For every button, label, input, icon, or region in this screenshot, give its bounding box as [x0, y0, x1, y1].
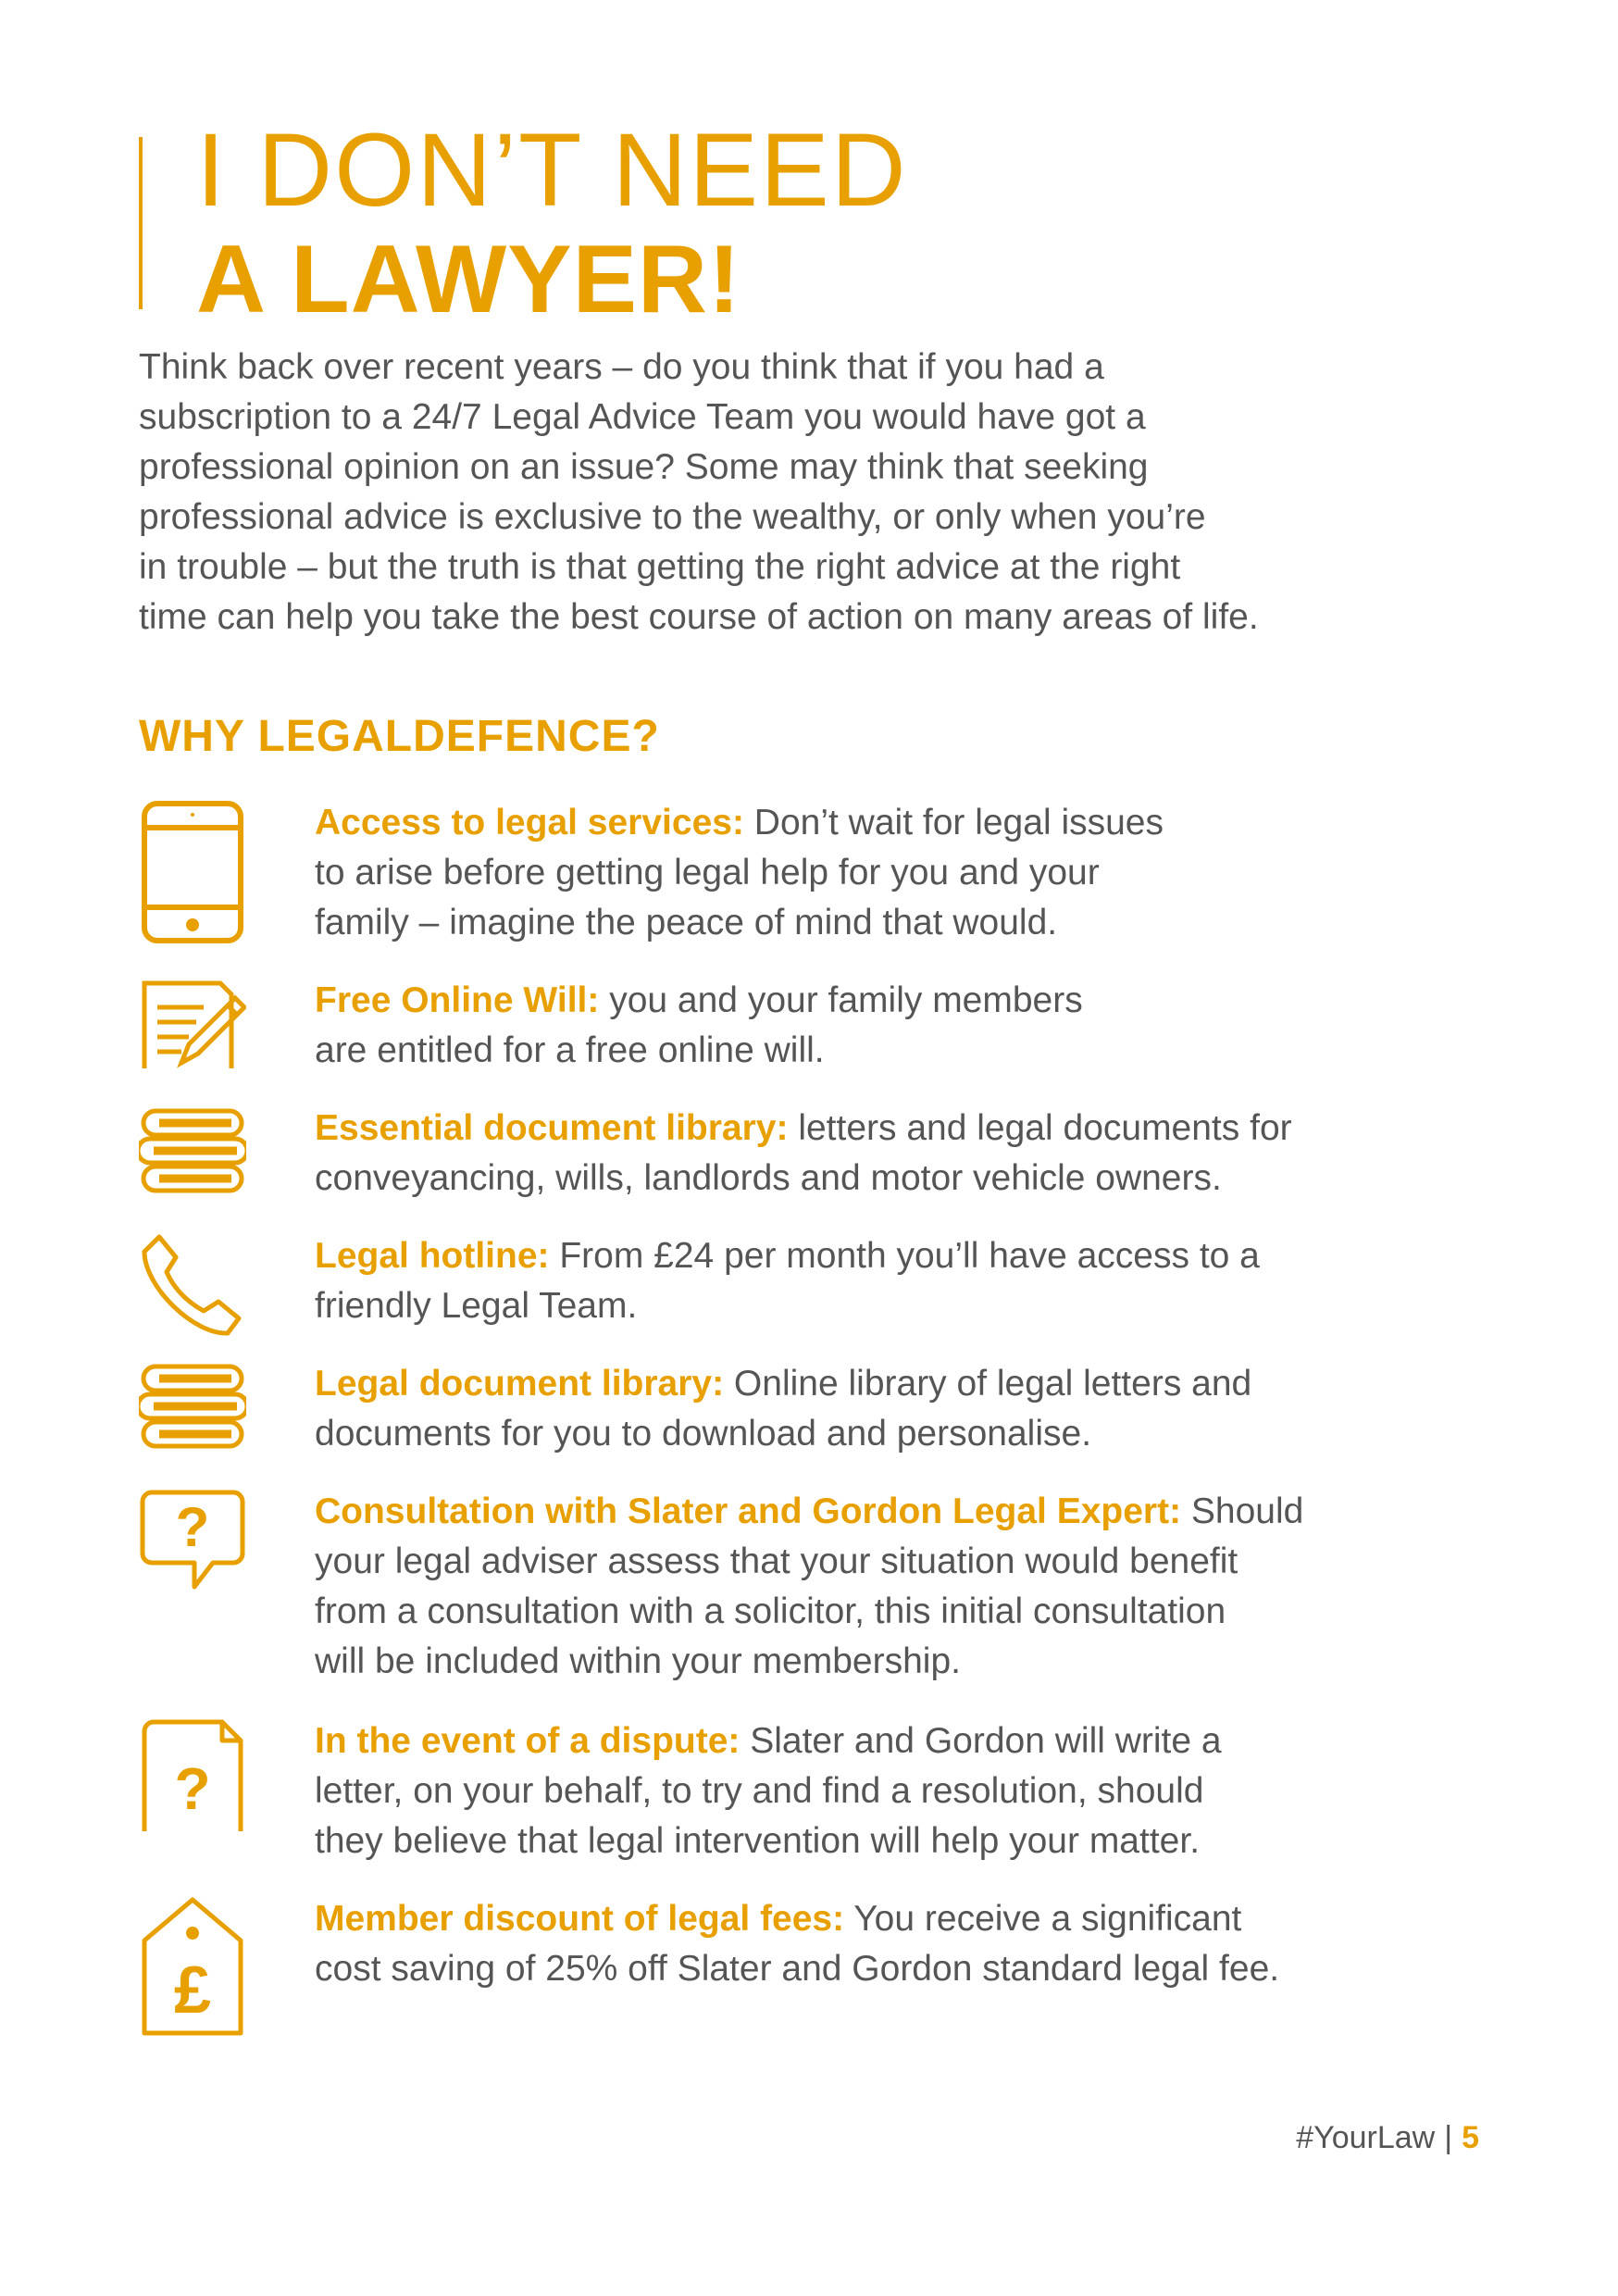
benefit-text: [315, 798, 1527, 948]
benefit-title: Access to legal services:: [315, 803, 744, 842]
will-document-pen-icon: [139, 976, 246, 1124]
svg-text:?: ?: [175, 1496, 210, 1558]
footer-hashtag: #YourLaw: [1296, 2120, 1436, 2155]
benefit-description: You receive a significant cost saving of 25% off Slater and Gordon standard legal fee.: [315, 1899, 1280, 1989]
section-heading: WHY LEGALDEFENCE?: [139, 712, 660, 761]
benefit-text: [315, 976, 1527, 1076]
benefit-text: [315, 1894, 1527, 1994]
svg-text:?: ?: [174, 1755, 211, 1822]
page-title: [196, 112, 908, 333]
page-title-line-1: I DON’T NEED: [196, 112, 908, 228]
benefit-description: Should your legal adviser assess that your situation would benefit from a consultation with a solicitor, this initial consultation will be included within your membership.: [315, 1491, 1304, 1681]
benefit-description: you and your family members are entitled for a free online will.: [315, 980, 1083, 1070]
page-footer: [1296, 2120, 1479, 2156]
benefit-title: Free Online Will:: [315, 980, 600, 1020]
footer-separator: |: [1444, 2120, 1453, 2155]
benefit-title: Consultation with Slater and Gordon Legal Expert:: [315, 1491, 1182, 1531]
benefit-description: Don’t wait for legal issues to arise before getting legal help for you and your family – imagine the peace of mind that would.: [315, 803, 1164, 942]
benefit-description: From £24 per month you’ll have access to a friendly Legal Team.: [315, 1236, 1260, 1326]
benefit-description: letters and legal documents for conveyancing, wills, landlords and motor vehicle owners.: [315, 1108, 1292, 1198]
benefit-description: Slater and Gordon will write a letter, on your behalf, to try and find a resolution, should they believe that legal intervention will help your matter.: [315, 1721, 1222, 1861]
tablet-icon: [139, 798, 246, 946]
benefit-title: Member discount of legal fees:: [315, 1899, 845, 1939]
title-accent-bar: [139, 137, 143, 309]
phone-icon: [139, 1231, 246, 1379]
benefit-description: Online library of legal letters and documents for you to download and personalise.: [315, 1364, 1252, 1454]
page-title-line-2: A LAWYER!: [196, 226, 741, 333]
benefit-title: In the event of a dispute:: [315, 1721, 741, 1761]
benefit-text: [315, 1104, 1527, 1204]
intro-paragraph: Think back over recent years – do you think that if you had a subscription to a 24/7 Legal Advice Team you would have got a professional opinion on an issue? Some may think that seeking professional advice is exclusive to the wealthy, or only when you’re in trouble – but the truth is that getting the right advice at the right time can help you take the best course of action on many areas of life.: [139, 347, 1259, 637]
question-document-icon: [139, 1716, 246, 1865]
pound-price-tag-icon: [139, 1894, 246, 2042]
benefit-text: [315, 1231, 1527, 1331]
benefit-text: [315, 1359, 1527, 1459]
svg-text:£: £: [173, 1953, 212, 2028]
benefit-title: Essential document library:: [315, 1108, 789, 1148]
question-speech-bubble-icon: [139, 1487, 246, 1635]
book-stack-icon: [139, 1104, 246, 1252]
benefit-title: Legal document library:: [315, 1364, 725, 1404]
benefit-text: [315, 1487, 1527, 1687]
benefit-title: Legal hotline:: [315, 1236, 550, 1276]
benefit-text: [315, 1716, 1527, 1866]
page-number: 5: [1462, 2120, 1479, 2155]
book-stack-icon: [139, 1359, 246, 1507]
